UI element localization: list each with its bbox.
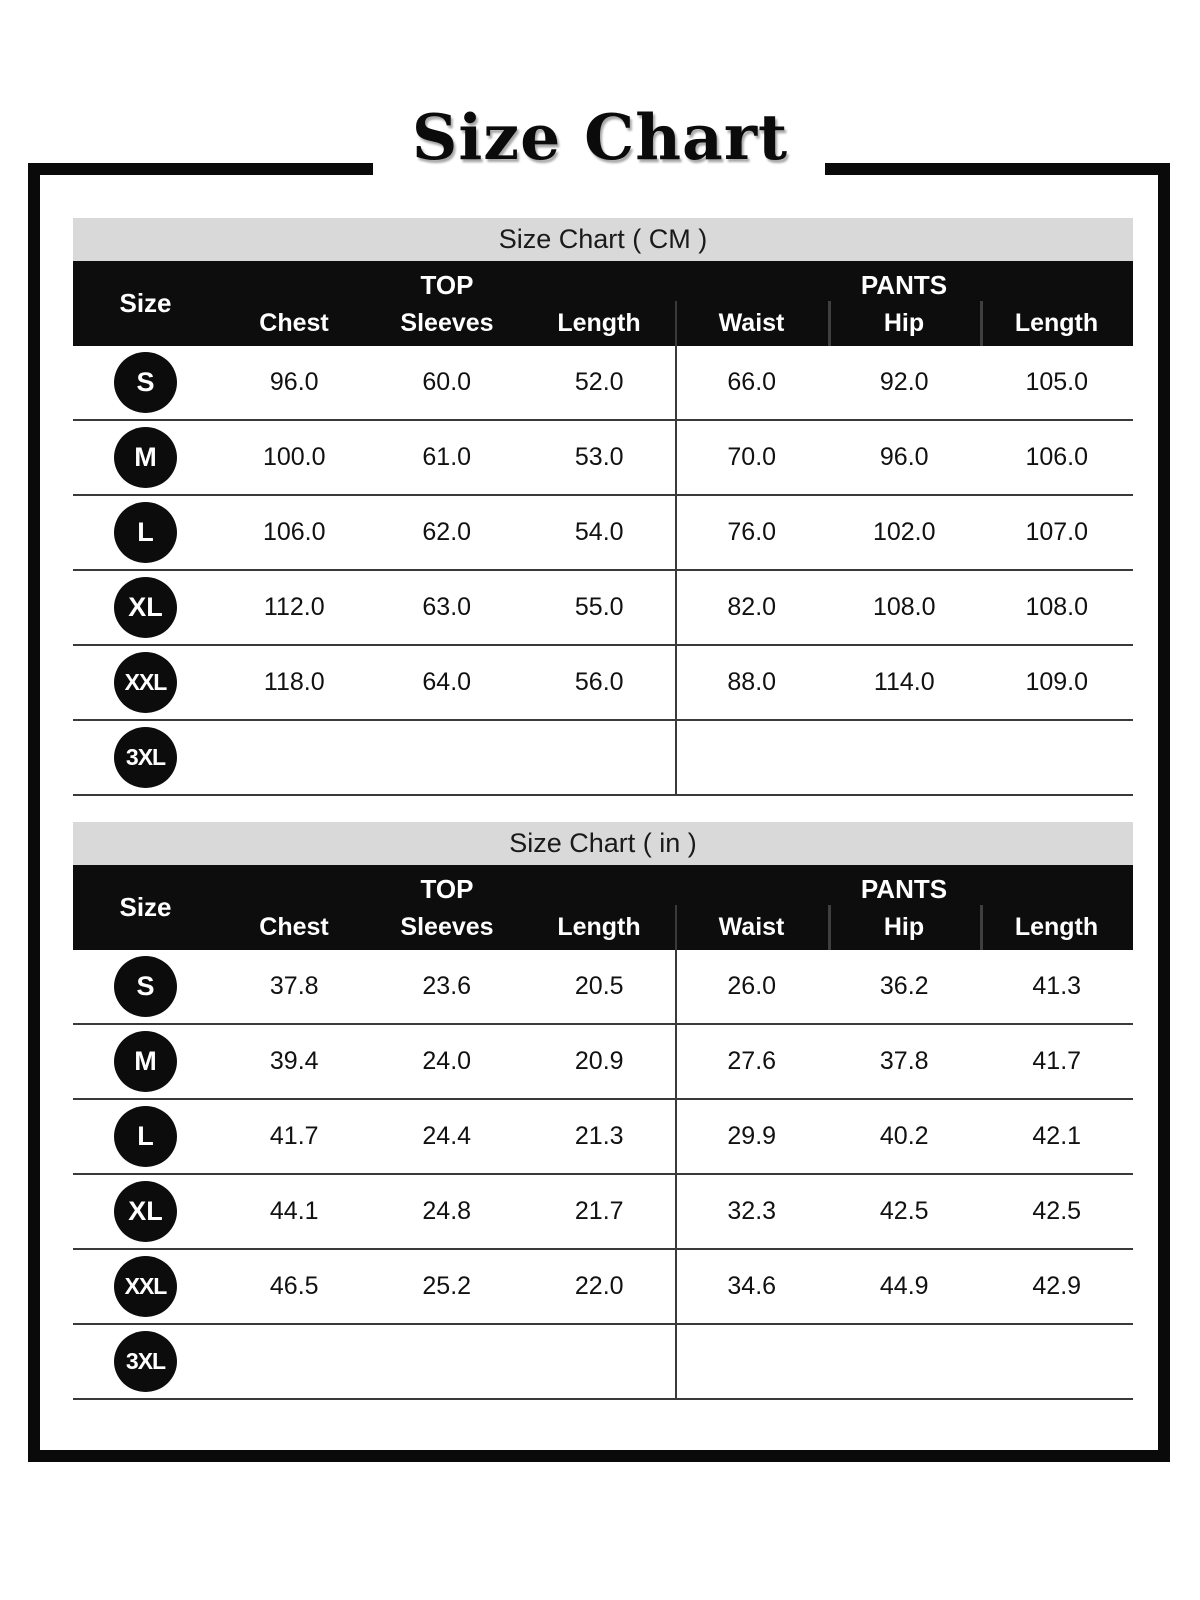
table-row: [73, 1250, 1133, 1325]
size-badge-cell: [73, 1025, 218, 1098]
value-cell: 108.0: [872, 593, 936, 621]
value-cell: 66.0: [727, 368, 777, 396]
value-cell: 44.9: [879, 1272, 929, 1300]
value-cell: 34.6: [727, 1272, 777, 1300]
value-cell: 62.0: [422, 518, 472, 546]
table-body: [73, 950, 1133, 1400]
header-group-top: TOP: [420, 270, 474, 300]
value-cell: 100.0: [262, 443, 326, 471]
size-badge: XL: [114, 1181, 177, 1242]
header-col-pants-length: Length: [1014, 913, 1099, 941]
value-cell: [523, 1325, 676, 1398]
header-group-pants: PANTS: [860, 874, 948, 904]
size-badge-cell: [73, 1175, 218, 1248]
header-size: Size: [119, 892, 172, 922]
value-cell: 114.0: [873, 668, 935, 696]
value-cell: 92.0: [879, 368, 929, 396]
size-badge: 3XL: [114, 1331, 177, 1392]
size-badge: XL: [114, 577, 177, 638]
value-cell: 41.7: [269, 1122, 319, 1150]
header-col-sleeves: Sleeves: [400, 309, 494, 337]
size-badge: M: [114, 427, 177, 488]
value-cell: 37.8: [879, 1047, 929, 1075]
value-cell: 25.2: [422, 1272, 472, 1300]
frame-right-border: [1158, 163, 1170, 1462]
value-cell: 96.0: [879, 443, 929, 471]
header-separator: [828, 301, 831, 346]
size-table-in: [73, 822, 1133, 1400]
value-cell: 76.0: [727, 518, 777, 546]
header-col-sleeves: Sleeves: [400, 913, 494, 941]
table-row: [73, 1175, 1133, 1250]
value-cell: [981, 721, 1134, 794]
value-cell: 102.0: [872, 518, 936, 546]
header-size: Size: [119, 288, 172, 318]
value-cell: 109.0: [1025, 668, 1089, 696]
size-badge: XXL: [114, 652, 177, 713]
value-cell: 41.7: [1032, 1047, 1082, 1075]
value-cell: 107.0: [1025, 518, 1089, 546]
value-cell: 23.6: [422, 972, 472, 1000]
table-row: [73, 950, 1133, 1025]
value-cell: 20.5: [574, 972, 624, 1000]
value-cell: 22.0: [574, 1272, 624, 1300]
table-row: [73, 1100, 1133, 1175]
size-badge: L: [114, 1106, 177, 1167]
size-badge: S: [114, 352, 177, 413]
value-cell: 44.1: [269, 1197, 319, 1225]
value-cell: [828, 721, 981, 794]
size-badge-cell: [73, 646, 218, 719]
value-cell: 105.0: [1025, 368, 1089, 396]
header-col-chest: Chest: [259, 913, 329, 941]
value-cell: [981, 1325, 1134, 1398]
size-badge-cell: [73, 1325, 218, 1398]
header-group-top: TOP: [420, 874, 474, 904]
header-col-pants-length: Length: [1014, 309, 1099, 337]
size-table-cm: [73, 218, 1133, 796]
value-cell: 53.0: [574, 443, 624, 471]
table-row: [73, 721, 1133, 796]
value-cell: 42.5: [879, 1197, 929, 1225]
header-col-hip: Hip: [883, 309, 925, 337]
value-cell: 36.2: [879, 972, 929, 1000]
value-cell: [676, 721, 829, 794]
table-caption: Size Chart ( CM ): [73, 218, 1133, 261]
value-cell: 56.0: [574, 668, 624, 696]
value-cell: [218, 1325, 371, 1398]
size-badge: 3XL: [114, 727, 177, 788]
table-row: [73, 421, 1133, 496]
value-cell: 63.0: [422, 593, 472, 621]
value-cell: 82.0: [727, 593, 777, 621]
value-cell: 108.0: [1025, 593, 1089, 621]
size-badge: XXL: [114, 1256, 177, 1317]
frame-bottom-border: [28, 1450, 1170, 1462]
header-col-waist: Waist: [718, 913, 785, 941]
value-cell: 46.5: [269, 1272, 319, 1300]
value-cell: 21.7: [574, 1197, 624, 1225]
value-cell: 39.4: [269, 1047, 319, 1075]
size-badge-cell: [73, 496, 218, 569]
value-cell: 55.0: [574, 593, 624, 621]
size-badge: M: [114, 1031, 177, 1092]
size-badge-cell: [73, 571, 218, 644]
value-cell: [371, 1325, 524, 1398]
value-cell: 64.0: [422, 668, 472, 696]
header-separator: [980, 905, 983, 950]
header-separator: [828, 905, 831, 950]
size-badge-cell: [73, 721, 218, 794]
header-col-top-length: Length: [557, 913, 641, 941]
value-cell: 26.0: [727, 972, 777, 1000]
value-cell: [371, 721, 524, 794]
value-cell: 24.0: [422, 1047, 472, 1075]
value-cell: 70.0: [727, 443, 777, 471]
frame-top-right-bar: [825, 163, 1170, 175]
value-cell: 42.5: [1032, 1197, 1082, 1225]
value-cell: 27.6: [727, 1047, 777, 1075]
value-cell: 42.1: [1032, 1122, 1082, 1150]
value-cell: [523, 721, 676, 794]
value-cell: 20.9: [574, 1047, 624, 1075]
table-row: [73, 496, 1133, 571]
size-badge-cell: [73, 1250, 218, 1323]
header-col-hip: Hip: [883, 913, 925, 941]
size-badge-cell: [73, 1100, 218, 1173]
table-row: [73, 1325, 1133, 1400]
header-separator: [980, 301, 983, 346]
value-cell: 112.0: [263, 593, 325, 621]
frame-left-border: [28, 163, 40, 1462]
table-caption: Size Chart ( in ): [73, 822, 1133, 865]
value-cell: 42.9: [1032, 1272, 1082, 1300]
header-col-top-length: Length: [557, 309, 641, 337]
header-group-pants: PANTS: [860, 270, 948, 300]
table-row: [73, 346, 1133, 421]
table-row: [73, 1025, 1133, 1100]
value-cell: 37.8: [269, 972, 319, 1000]
value-cell: [828, 1325, 981, 1398]
value-cell: 118.0: [263, 668, 325, 696]
table-header: [73, 865, 1133, 950]
value-cell: 24.8: [422, 1197, 472, 1225]
size-badge-cell: [73, 950, 218, 1023]
size-badge: S: [114, 956, 177, 1017]
value-cell: 106.0: [1025, 443, 1089, 471]
value-cell: 40.2: [879, 1122, 929, 1150]
value-cell: 96.0: [269, 368, 319, 396]
page-title: Size Chart: [411, 100, 789, 174]
table-row: [73, 571, 1133, 646]
size-badge-cell: [73, 421, 218, 494]
value-cell: 24.4: [422, 1122, 472, 1150]
header-col-waist: Waist: [718, 309, 785, 337]
header-col-chest: Chest: [259, 309, 329, 337]
value-cell: [676, 1325, 829, 1398]
size-badge: L: [114, 502, 177, 563]
value-cell: 41.3: [1032, 972, 1082, 1000]
value-cell: 54.0: [574, 518, 624, 546]
table-row: [73, 646, 1133, 721]
size-badge-cell: [73, 346, 218, 419]
value-cell: 32.3: [727, 1197, 777, 1225]
value-cell: [218, 721, 371, 794]
table-header: [73, 261, 1133, 346]
value-cell: 52.0: [574, 368, 624, 396]
value-cell: 61.0: [422, 443, 472, 471]
value-cell: 29.9: [727, 1122, 777, 1150]
table-body: [73, 346, 1133, 796]
value-cell: 60.0: [422, 368, 472, 396]
frame-top-left-bar: [28, 163, 373, 175]
value-cell: 106.0: [262, 518, 326, 546]
value-cell: 88.0: [727, 668, 777, 696]
value-cell: 21.3: [574, 1122, 624, 1150]
